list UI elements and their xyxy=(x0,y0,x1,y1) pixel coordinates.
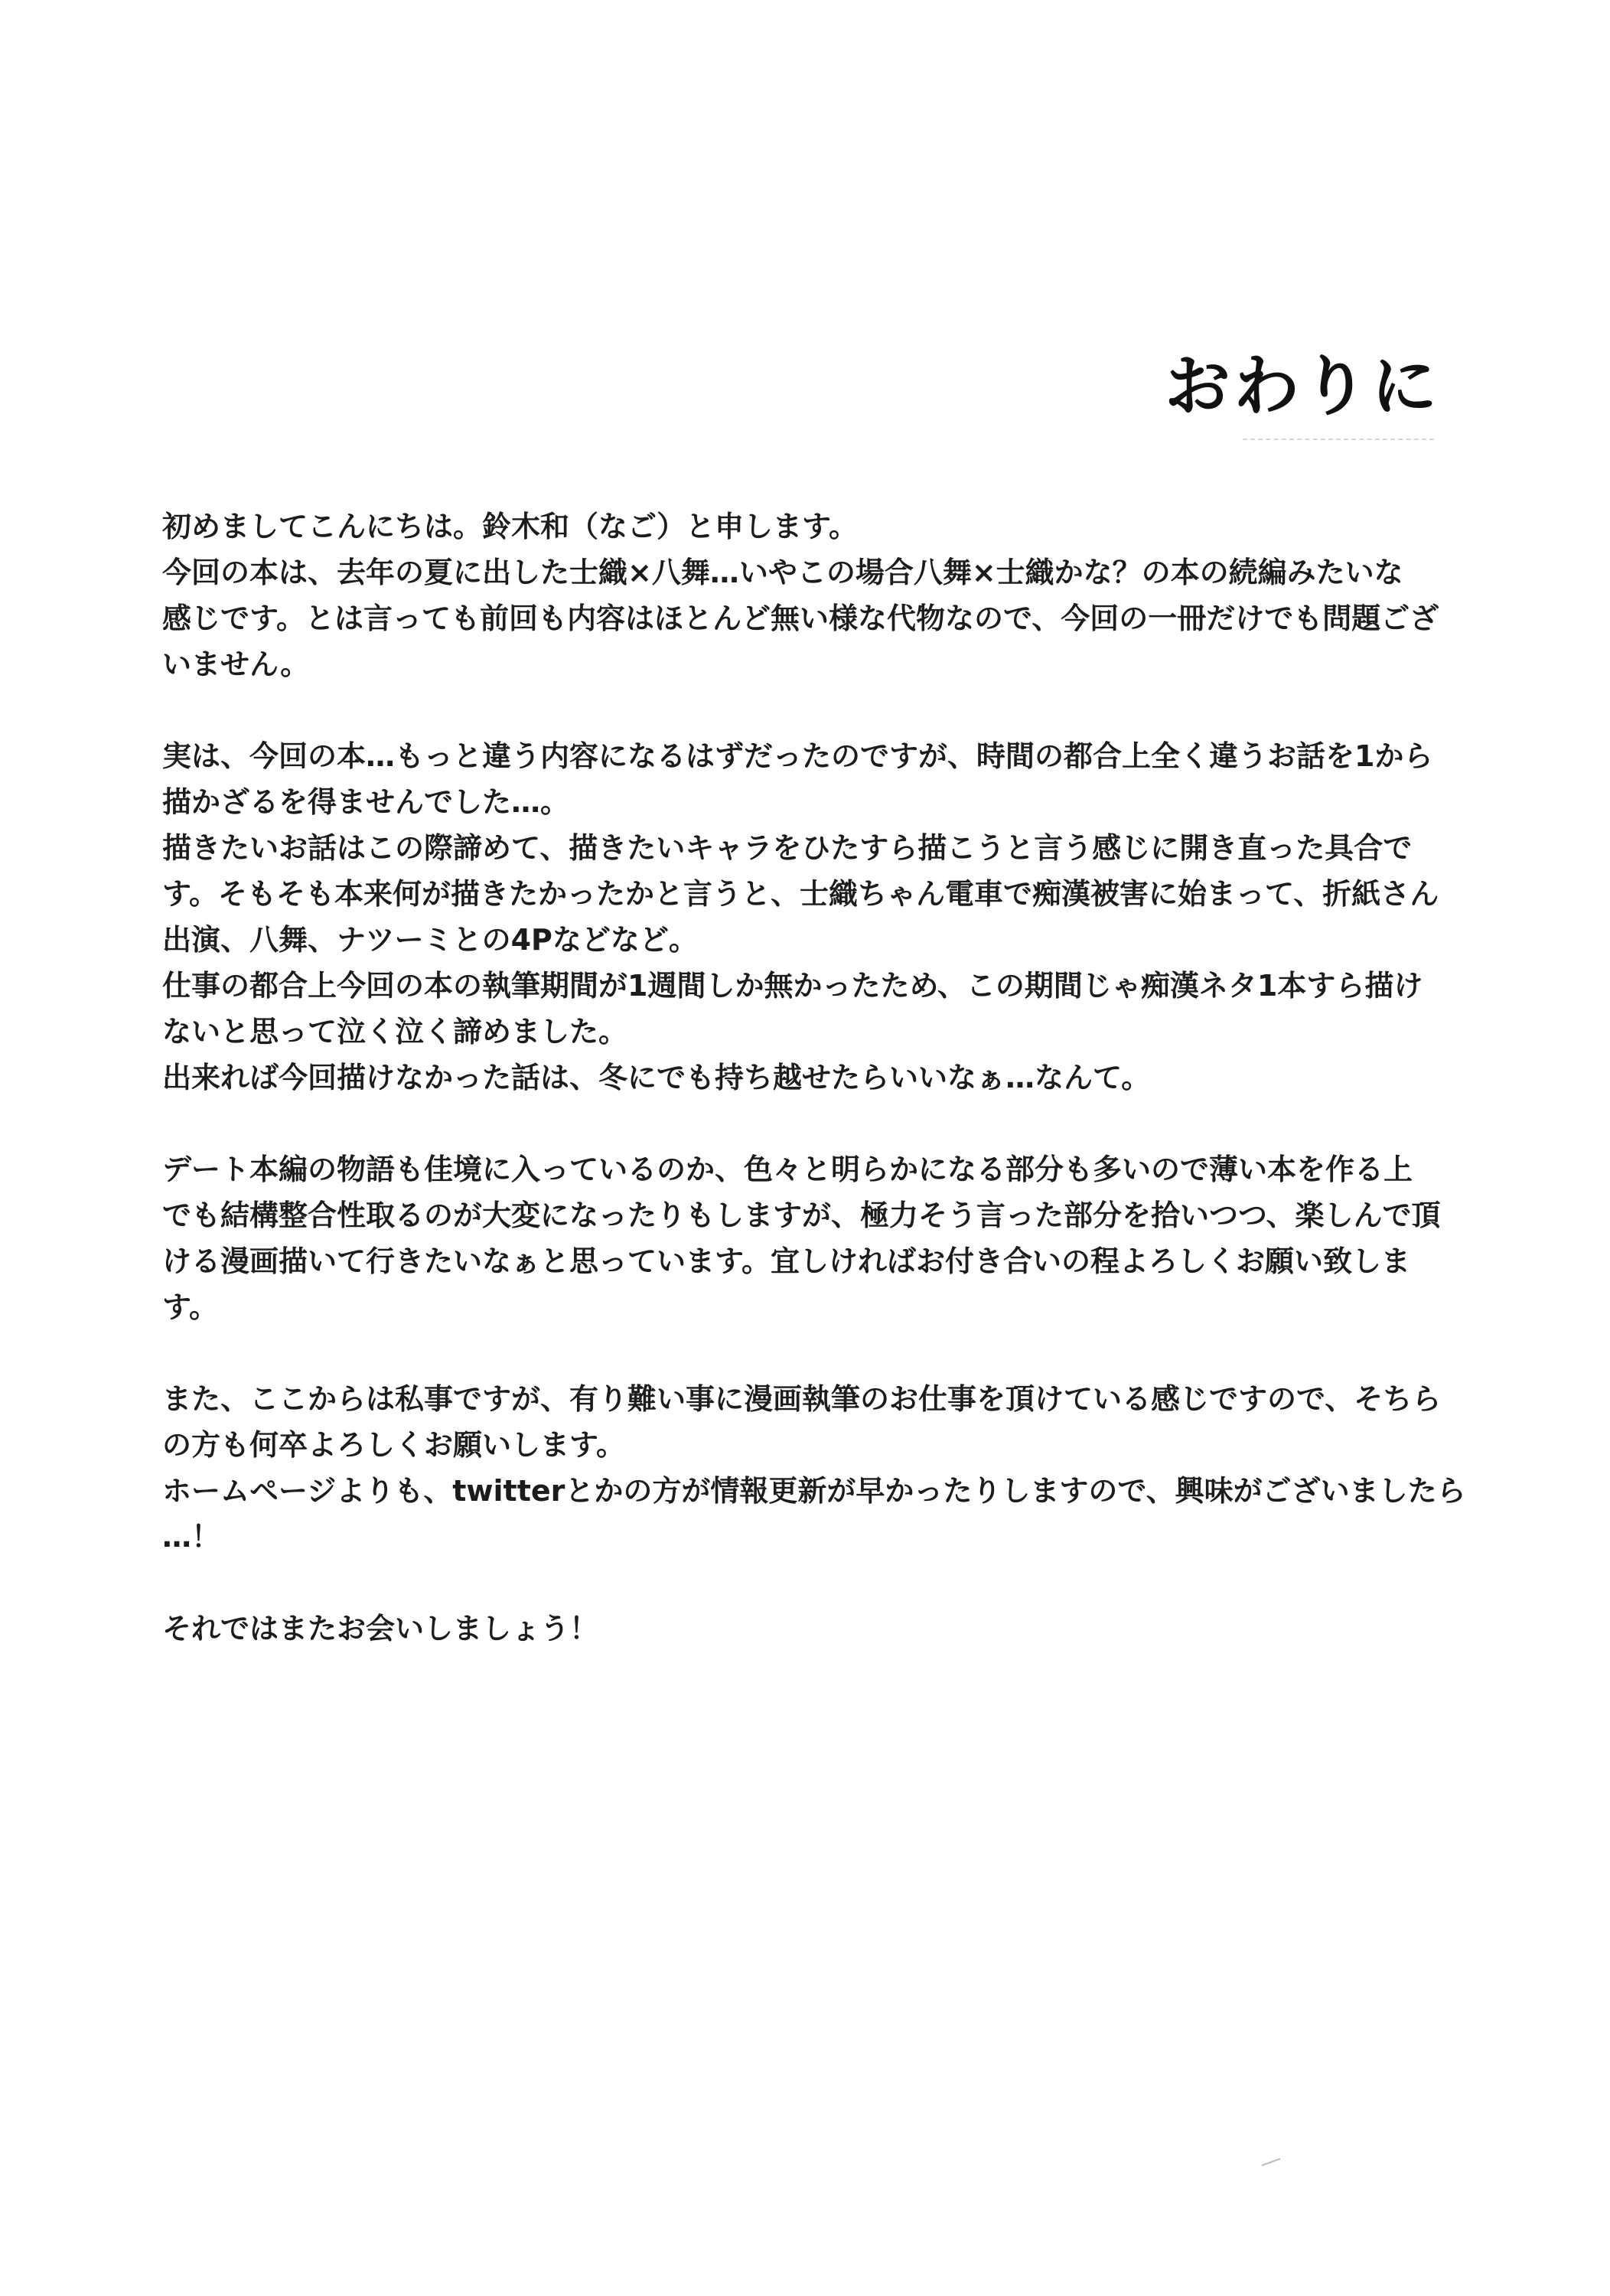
text-line: 描きたいお話はこの際諦めて、描きたいキャラをひたすら描こうと言う感じに開き直った具合で xyxy=(162,831,1413,865)
text-line: ける漫画描いて行きたいなぁと思っています。宜しければお付き合いの程よろしくお願い致しま xyxy=(162,1244,1410,1278)
text-line: す。 xyxy=(162,1290,218,1324)
text-line: 出演、八舞、ナツーミとの4Pなどなど。 xyxy=(162,923,698,957)
paragraph-closing xyxy=(162,1606,1417,1652)
text-line: の方も何卒よろしくお願いします。 xyxy=(162,1428,625,1462)
text-line: 出来れば今回描けなかった話は、冬にでも持ち越せたらいいなぁ…なんて。 xyxy=(162,1061,1151,1094)
text-line: でも結構整合性取るのが大変になったりもしますが、極力そう言った部分を拾いつつ、楽しんで頂 xyxy=(162,1199,1441,1232)
text-line: ホームページよりも、twitterとかの方が情報更新が早かったりしますので、興味がございましたら xyxy=(162,1474,1466,1508)
scan-mark xyxy=(1261,2158,1280,2167)
text-line: 描かざるを得ませんでした…。 xyxy=(162,785,570,819)
text-line: す。そもそも本来何が描きたかったかと言うと、士織ちゃん電車で痴漢被害に始まって、折紙さん xyxy=(162,877,1439,911)
text-line: デート本編の物語も佳境に入っているのか、色々と明らかになる部分も多いので薄い本を作る上 xyxy=(162,1153,1413,1186)
afterword-body xyxy=(162,504,1466,1698)
paragraph-personal xyxy=(162,1376,1466,1560)
text-line: ないと思って泣く泣く諦めました。 xyxy=(162,1015,628,1049)
text-line: …！ xyxy=(162,1520,221,1554)
text-line: 初めましてこんにちは。鈴木和（なご）と申します。 xyxy=(162,510,858,543)
text-line: 今回の本は、去年の夏に出した士織×八舞…いやこの場合八舞×士織かな？の本の続編みたいな xyxy=(162,556,1403,589)
text-line: いません。 xyxy=(162,647,310,681)
text-line: また、ここからは私事ですが、有り難い事に漫画執筆のお仕事を頂けている感じですので、そちら xyxy=(162,1382,1442,1416)
paragraph-greeting xyxy=(162,504,1439,687)
text-line: 感じです。とは言っても前回も内容はほとんど無い様な代物なので、今回の一冊だけでも問題ござ xyxy=(162,602,1439,635)
paragraph-background xyxy=(162,733,1439,1101)
text-line: それではまたお会いしましょう！ xyxy=(162,1612,599,1645)
text-line: 仕事の都合上今回の本の執筆期間が1週間しか無かったため、この期間じゃ痴漢ネタ1本すら描け xyxy=(162,969,1423,1003)
text-line: 実は、今回の本…もっと違う内容になるはずだったのですが、時間の都合上全く違うお話を1から xyxy=(162,739,1433,773)
page-title: おわりに xyxy=(1165,348,1440,425)
title-underline xyxy=(1243,439,1434,440)
paragraph-story xyxy=(162,1146,1441,1330)
